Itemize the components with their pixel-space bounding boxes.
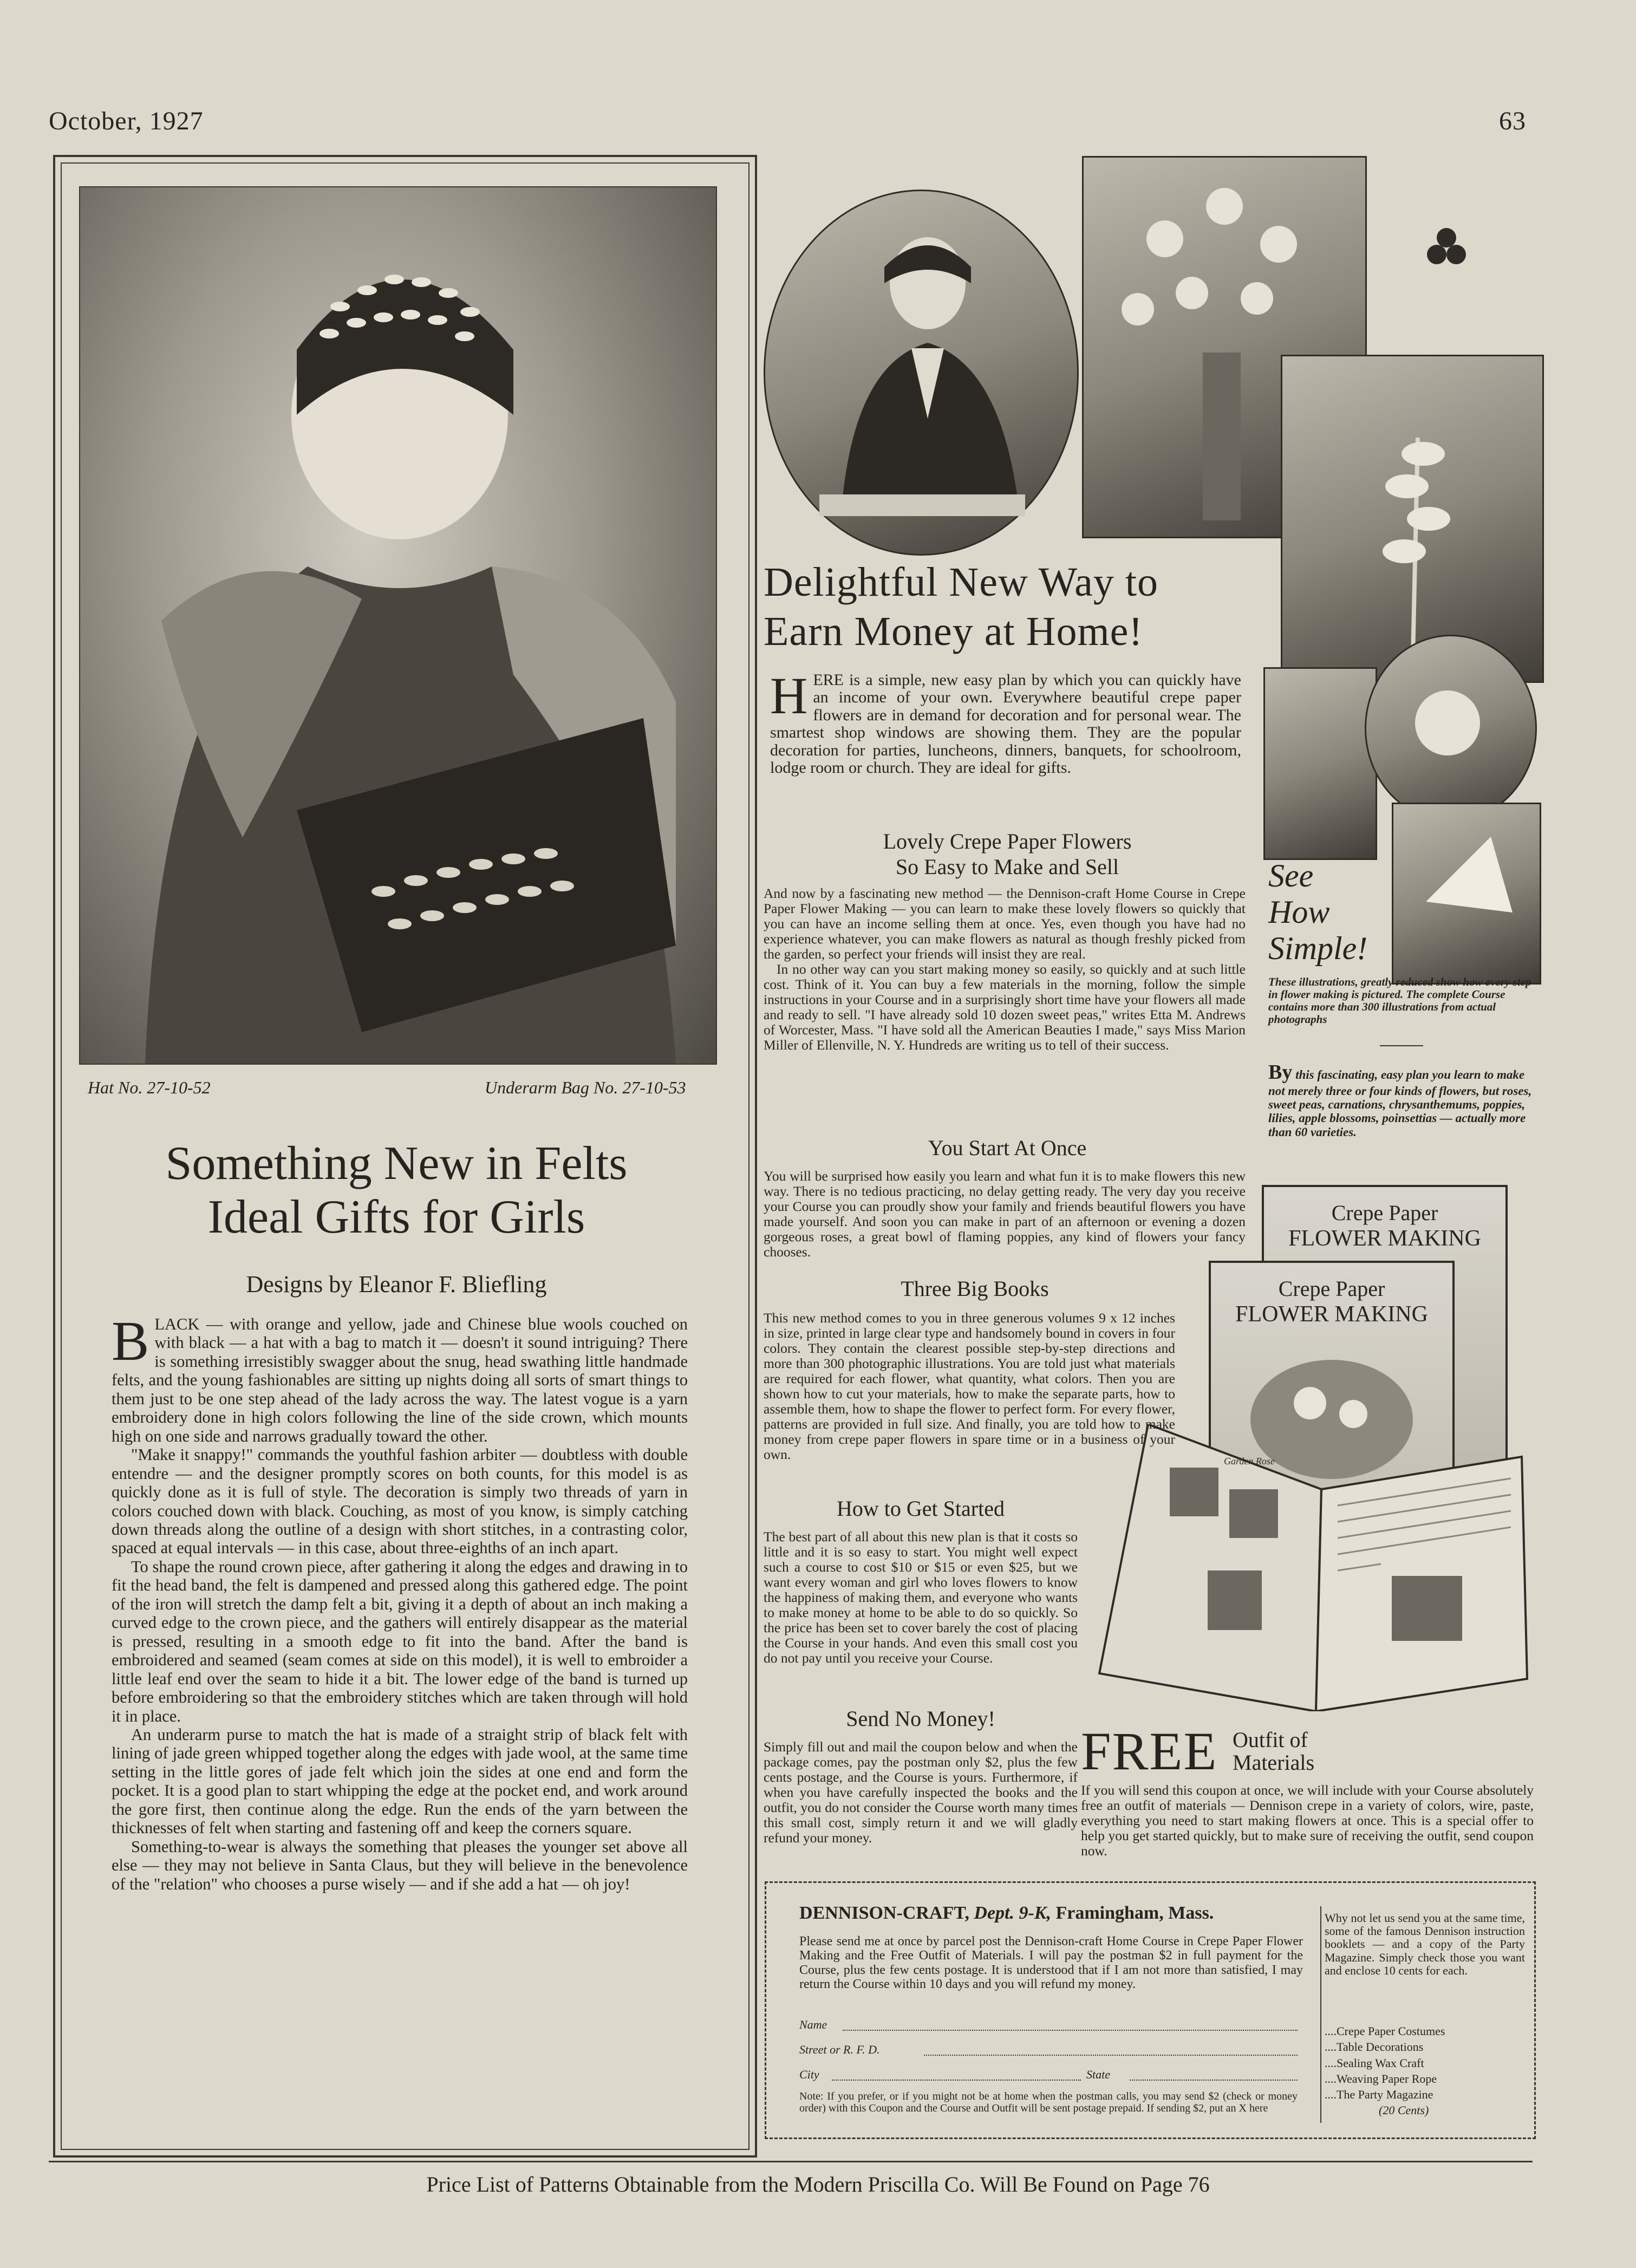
coupon-body: Please send me at once by parcel post the Dennison-craft Home Course in Crepe Paper Flower Making and the Free Outfit of Materials. I will pay the postman $2 in full payment for the Course, plus the few cents postage. It is understood that if I am not more than satisfied, I may return the Course within 10 days and you will refund my money.: [799, 1934, 1303, 1992]
ad-heading-send: Send No Money!: [846, 1706, 995, 1731]
coupon-options: [1325, 2023, 1525, 2119]
ad-heading-started: How to Get Started: [837, 1496, 1005, 1521]
coupon-address: DENNISON-CRAFT, Dept. 9-K, Framingham, Mass.: [799, 1903, 1214, 1923]
article-body: [112, 1310, 688, 1893]
ad-section-books: This new method comes to you in three generous volumes 9 x 12 inches in size, printed in large clear type and handsomely bound in covers in four colors. They contain the clearest possible step-by-step directions and more than 300 photographic illustrations. You are told just what materials are required for each flower, what quantity, what colors. Then you are shown how to cut your materials, how to make the separate parts, how to assemble them, how to shape the flower to perfect form. For every flower, patterns are provided in full size. And finally, you are told how to make money from crepe paper flowers in spare time or in a business of your own.: [764, 1310, 1175, 1463]
option-party-magazine[interactable]: ....The Party Magazine: [1325, 2088, 1433, 2101]
coupon-city-state-field[interactable]: City State: [799, 2068, 1298, 2085]
option-table-decorations[interactable]: ....Table Decorations: [1325, 2040, 1424, 2054]
ad-heading-books: Three Big Books: [901, 1276, 1049, 1301]
see-how-simple: See How Simple!: [1268, 858, 1368, 967]
article-paragraph: An underarm purse to match the hat is made of a straight strip of black felt with lining of jade green whipped together along the edges with jade wool, at the same time setting in the little gores of jade felt which join the sides at one end and form the pocket. It is a good plan to start whipping the edge at the pocket end, and work around the gore first, then continue along the edge. Run the ends of the yarn between the thicknesses of felt when starting and fastening off and keep the corners square.: [112, 1725, 688, 1837]
ppp-logo-icon: [1422, 223, 1471, 272]
article-title: [61, 1137, 732, 1244]
drop-cap: B: [112, 1310, 149, 1372]
article-paragraph: To shape the round crown piece, after gathering it along the edges and drawing in to fit the head band, the felt is dampened and pressed along this gathered edge. The point of the iron will stretch the damp felt a bit, giving it a depth of about an inch making a curved edge to the crown piece, and the gathers will entirely disappear as the material is pressed, resulting in a smooth edge to fit into the band. After the band is embroidered and seamed (seam comes at side on this model), it is well to embroider a little leaf end over the seam to hide it a bit. The lower edge of the band is turned up before embroidering so that the embroidery stitches which are taken through will hold it in place.: [112, 1557, 688, 1725]
coupon-street-field[interactable]: Street or R. F. D.: [799, 2043, 1298, 2060]
ad-title: [764, 558, 1273, 656]
ad-section-lovely: And now by a fascinating new method — the Dennison-craft Home Course in Crepe Paper Flower Making — you can learn to make these lovely flowers so quickly that you can have an income selling them at once. Yes, even though you have had no experience whatever, you can make flowers as natural as though freshly picked from the garden, so perfect your friends will insist they are real. In no other way can you start making money so easily, so quickly and at such little cost. Think of it. You can buy a few materials in the morning, follow the simple instructions in your Course and in a surprisingly short time have your flowers all made and ready to sell. "I have already sold 10 dozen sweet peas," writes Etta M. Andrews of Worcester, Mass. "I have sold all the American Beauties I made," says Miss Marion Miller of Ellenville, N. Y. Hundreds are writing us to tell of their success.: [764, 885, 1246, 1053]
option-crepe-costumes[interactable]: ....Crepe Paper Costumes: [1325, 2024, 1445, 2038]
ad-section-send: Simply fill out and mail the coupon below and when the package comes, pay the postman only $2, plus the few cents postage, and the Course is yours. Furthermore, if when you have carefully inspected the books and the outfit, you do not consider the Course worth many times this small cost, simply return it and we will gladly refund your money.: [764, 1739, 1078, 1846]
illustration-note: These illustrations, greatly reduced show how every step in flower making is pictured. The complete Course contains more than 300 illustrations from actual photographs: [1268, 975, 1531, 1026]
article-paragraph: Something-to-wear is always the something that pleases the younger set above all else — they may not believe in Santa Claus, but they will believe in the benevolence of the "relation" who chooses a purse wisely — and if she add a hat — oh joy!: [112, 1837, 688, 1893]
ad-title-line2: Earn Money at Home!: [764, 609, 1143, 655]
magazine-price: (20 Cents): [1379, 2103, 1429, 2117]
footer-rule: [49, 2161, 1533, 2162]
hat-caption: Hat No. 27-10-52: [88, 1078, 211, 1097]
article-paragraph: "Make it snappy!" commands the youthful fashion arbiter — doubtless with double entendre — and the designer promptly scores on both counts, for this model is as quickly done as it is full of style. The decoration is simply two threads of yarn in colors couched down with black. Couching, as most of you know, is simply catching down threads along the outline of a design with short stitches, in a contrasting color, spaced at equal intervals — in this case, about three-eighths of an inch apart.: [112, 1445, 688, 1557]
issue-date: October, 1927: [49, 107, 204, 135]
ad-title-line1: Delightful New Way to: [764, 559, 1159, 605]
hat-and-bag-photo: [79, 186, 717, 1065]
free-subtitle: Outfit of Materials: [1233, 1728, 1315, 1775]
ad-intro: HERE is a simple, new easy plan by which you can quickly have an income of your own. Everywhere beautiful crepe paper flowers are in demand for decoration and for personal wear. The smartest shop windows are showing them. They are the popular decoration for parties, luncheons, dinners, banquets, for schoolroom, lodge room or church. They are ideal for gifts.: [770, 667, 1241, 777]
woman-oval-illustration: [764, 190, 1079, 556]
footer-price-list: Price List of Patterns Obtainable from the Modern Priscilla Co. Will Be Found on Page 76: [426, 2172, 1210, 2197]
bag-caption: Underarm Bag No. 27-10-53: [485, 1078, 686, 1097]
hand-step-photo-1: [1263, 667, 1377, 860]
ad-section-started: The best part of all about this new plan is that it costs so little and it is so easy to start. You might well expect such a course to cost $10 or $15 or even $25, but we want every woman and girl who loves flowers to know the happiness of making them, and everyone who wants to make money at home to be able to do so quickly. So the price has been set to cover barely the cost of placing the Course in your hands. And even this small cost you do not pay until you receive your Course.: [764, 1529, 1078, 1666]
open-book-label: Garden Rose: [1224, 1456, 1275, 1467]
coupon-name-field[interactable]: Name: [799, 2018, 1298, 2035]
page-number: 63: [1499, 107, 1526, 135]
photo-figure-illustration: [80, 187, 716, 1064]
coupon-divider: [1320, 1906, 1321, 2123]
option-weaving-rope[interactable]: ....Weaving Paper Rope: [1325, 2071, 1437, 2085]
ad-heading-lovely: Lovely Crepe Paper Flowers So Easy to Make and Sell: [883, 829, 1132, 879]
free-offer-text: If you will send this coupon at once, we will include with your Course absolutely free an outfit of materials — Dennison crepe in a variety of colors, wire, paste, everything you need to start making flowers at once. This is a special offer to help you get started quickly, but to make sure of receiving the outfit, send coupon now.: [1081, 1782, 1534, 1859]
varieties-note: By this fascinating, easy plan you learn to make not merely three or four kinds of flowers, but roses, sweet peas, carnations, chrysanthemums, poppies, lilies, apple blossoms, poinsettias — actually more than 60 varieties.: [1268, 1061, 1532, 1139]
article-paragraph: BLACK — with orange and yellow, jade and Chinese blue wools couched on with black — a hat with a bag to match it — doesn't it sound intriguing? There is something irresistibly swagger about the snug, head swathing little handmade felts, and the young fashionables are sitting up nights doing all sorts of smart things to them just to be one step ahead of the lady across the way. The latest vogue is a yarn embroidery done in high colors following the line of the side crown, which mounts high on one side and narrows gradually toward the other.: [112, 1310, 688, 1445]
ad-heading-start: You Start At Once: [928, 1136, 1087, 1160]
book-back-cover: Crepe Paper FLOWER MAKING: [1262, 1185, 1508, 1471]
coupon-note: Note: If you prefer, or if you might not be at home when the postman calls, you may send $2 (check or money order) with this Coupon and the Course and Outfit will be sent postage prepaid. If sending $2, put an X here: [799, 2090, 1298, 2114]
article-title-line1: Something New in Felts: [165, 1137, 628, 1190]
article-title-line2: Ideal Gifts for Girls: [207, 1190, 585, 1243]
ad-section-start: You will be surprised how easily you learn and what fun it is to make flowers this new way. There is no tedious practicing, no delay getting ready. The very day you receive your Course you can proudly show your family and friends beautiful flowers you have made yourself. And soon you can make in part of an afternoon or evening a dozen gorgeous roses, a great bowl of flaming poppies, any kind of flowers your fancy chooses.: [764, 1168, 1246, 1260]
open-book: [1089, 1424, 1538, 1711]
article-byline: Designs by Eleanor F. Bliefling: [246, 1271, 547, 1298]
ad-drop-cap: H: [770, 667, 808, 725]
divider: [1380, 1045, 1423, 1046]
coupon-side-text: Why not let us send you at the same time, some of the famous Dennison instruction booklets — and a copy of the Party Magazine. Simply check those you want and enclose 10 cents for each.: [1325, 1911, 1525, 1977]
book-middle-cover: Crepe Paper FLOWER MAKING: [1209, 1261, 1455, 1568]
option-sealing-wax[interactable]: ....Sealing Wax Craft: [1325, 2056, 1424, 2070]
rose-step-photo: [1365, 635, 1537, 822]
free-word: FREE: [1081, 1721, 1218, 1781]
hand-step-photo-2: [1392, 803, 1541, 985]
gladiolus-photo: [1281, 355, 1544, 683]
